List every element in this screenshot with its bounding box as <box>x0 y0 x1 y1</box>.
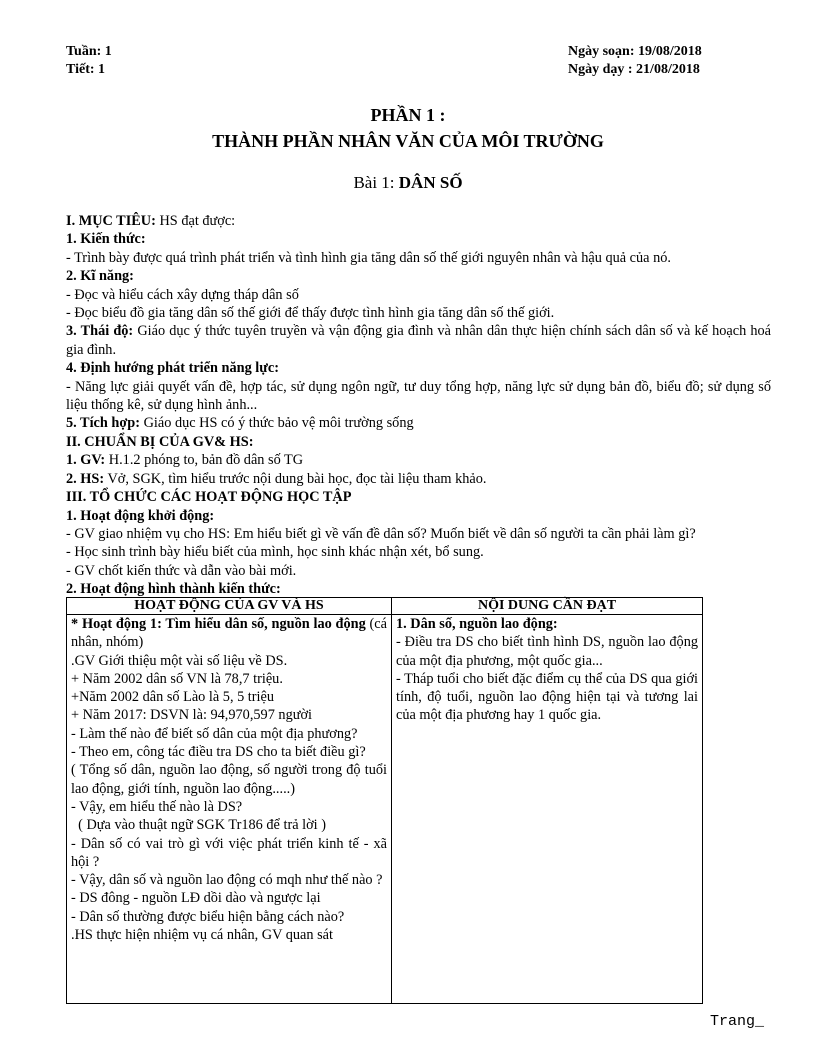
formation-heading: 2. Hoạt động hình thành kiến thức: <box>66 581 281 598</box>
table-header-right: NỘI DUNG CẦN ĐẠT <box>392 598 703 615</box>
list-item: - Dân số thường được biểu hiện bằng cách nào? <box>71 908 345 925</box>
startup-item-2: - Học sinh trình bày hiểu biết của mình, học sinh khác nhận xét, bổ sung. <box>66 544 484 561</box>
prep-date: Ngày soạn: 19/08/2018 <box>568 44 702 59</box>
objectives-heading-text: I. MỤC TIÊU: <box>66 213 156 229</box>
content-cell <box>392 615 703 1004</box>
teacher-student-activity-cell <box>67 615 392 1004</box>
list-item: ( Dựa vào thuật ngữ SGK Tr186 để trả lời ) <box>71 817 326 834</box>
skills-item-2: - Đọc biểu đồ gia tăng dân số thế giới để thấy được tình hình gia tăng dân số thế giới. <box>66 305 555 322</box>
objectives-heading-rest: HS đạt được: <box>155 213 236 229</box>
attitude-text: Giáo dục ý thức tuyên truyền và vận động gia đình và nhân dân thực hiện chính sách dân số và kế hoạch hoá gia đình. <box>66 323 771 358</box>
activity-1-mode: (cá nhân, nhóm) <box>71 616 387 651</box>
competence-text: - Năng lực giải quyết vấn đề, hợp tác, sử dụng ngôn ngữ, tư duy tổng hợp, năng lực sử dụng bản đồ, biểu đồ; sử dụng số liệu thống kê, sử dụng hình ảnh... <box>66 378 771 414</box>
document-body <box>66 212 771 599</box>
gv-label: 1. GV: <box>66 452 106 469</box>
hs-text: Vở, SGK, tìm hiểu trước nội dung bài học, đọc tài liệu tham khảo. <box>104 470 487 487</box>
attitude-heading: 3. Thái độ: <box>66 323 134 340</box>
list-item: - DS đông - nguồn LĐ dồi dào và ngược lại <box>71 890 321 907</box>
activity-table <box>66 597 703 1004</box>
list-item: - Vậy, em hiểu thế nào là DS? <box>71 798 243 815</box>
gv-preparation <box>66 451 771 469</box>
startup-item-3: - GV chốt kiến thức và dẫn vào bài mới. <box>66 562 297 579</box>
hs-label: 2. HS: <box>66 470 105 487</box>
list-item: .HS thực hiện nhiệm vụ cá nhân, GV quan sát <box>71 927 334 944</box>
list-item: - Tháp tuổi cho biết đặc điểm cụ thể của DS qua giới tính, độ tuổi, nguồn lao động hiện tại và tương lai của một địa phương hay 1 quốc gia. <box>396 670 698 724</box>
knowledge-heading: 1. Kiến thức: <box>66 231 146 248</box>
list-item: - Dân số có vai trò gì với việc phát triển kinh tế - xã hội ? <box>71 835 387 870</box>
part-title: PHẦN 1 : <box>370 105 446 125</box>
activities-heading: III. TỔ CHỨC CÁC HOẠT ĐỘNG HỌC TẬP <box>66 489 352 506</box>
startup-heading: 1. Hoạt động khởi động: <box>66 507 215 524</box>
gv-text: H.1.2 phóng to, bản đồ dân số TG <box>105 452 304 469</box>
integration-text: Giáo dục HS có ý thức bảo vệ môi trường sống <box>140 415 414 432</box>
part-name: THÀNH PHẦN NHÂN VĂN CỦA MÔI TRƯỜNG <box>212 131 604 151</box>
table-row <box>67 615 703 1004</box>
list-item: - Theo em, công tác điều tra DS cho ta biết điều gì? <box>71 744 366 761</box>
list-item: +Năm 2002 dân số Lào là 5, 5 triệu <box>71 689 275 706</box>
skills-item-1: - Đọc và hiểu cách xây dựng tháp dân số <box>66 286 299 303</box>
hs-preparation <box>66 470 771 488</box>
knowledge-text: - Trình bày được quá trình phát triển và tình hình gia tăng dân số thế giới nguyên nhân và hậu quả của nó. <box>66 249 671 266</box>
list-item: - Vậy, dân số và nguồn lao động có mqh như thế nào ? <box>71 872 383 889</box>
list-item: - Làm thế nào để biết số dân của một địa phương? <box>71 725 358 742</box>
list-item: .GV Giới thiệu một vài số liệu về DS. <box>71 652 288 669</box>
attitude-paragraph <box>66 322 771 359</box>
startup-item-1: - GV giao nhiệm vụ cho HS: Em hiểu biết gì về vấn đề dân số? Muốn biết về dân số người ta cần phải làm gì? <box>66 525 696 542</box>
table-header-left: HOẠT ĐỘNG CỦA GV VÀ HS <box>67 598 392 615</box>
lesson-prefix: Bài 1: <box>353 173 399 192</box>
table-header-row <box>67 598 703 615</box>
week-label: Tuần: 1 <box>66 44 112 59</box>
activity-1-title: * Hoạt động 1: Tìm hiểu dân số, nguồn lao động <box>71 616 366 632</box>
objectives-heading <box>66 212 771 230</box>
list-item: + Năm 2017: DSVN là: 94,970,597 người <box>71 707 312 724</box>
list-item: ( Tổng số dân, nguồn lao động, số người trong độ tuổi lao động, giới tính, nguồn lao động.....) <box>71 762 387 797</box>
activity-1-heading <box>71 615 387 652</box>
preparation-heading: II. CHUẨN BỊ CỦA GV& HS: <box>66 433 254 450</box>
teach-date: Ngày dạy : 21/08/2018 <box>568 62 700 77</box>
page-footer: Trang_ <box>710 1013 765 1030</box>
list-item: + Năm 2002 dân số VN là 78,7 triệu. <box>71 670 283 687</box>
integration-paragraph <box>66 414 771 432</box>
header-left <box>66 43 112 79</box>
content-heading: 1. Dân số, nguồn lao động: <box>396 616 558 632</box>
lesson-name: DÂN SỐ <box>398 173 463 192</box>
competence-heading: 4. Định hướng phát triển năng lực: <box>66 360 279 377</box>
list-item: - Điều tra DS cho biết tình hình DS, nguồn lao động của một địa phương, một quốc gia... <box>396 634 698 669</box>
period-label: Tiết: 1 <box>66 62 106 77</box>
lesson-title <box>0 172 816 194</box>
header-right <box>568 43 702 79</box>
integration-heading: 5. Tích hợp: <box>66 415 140 432</box>
skills-heading: 2. Kĩ năng: <box>66 268 134 285</box>
